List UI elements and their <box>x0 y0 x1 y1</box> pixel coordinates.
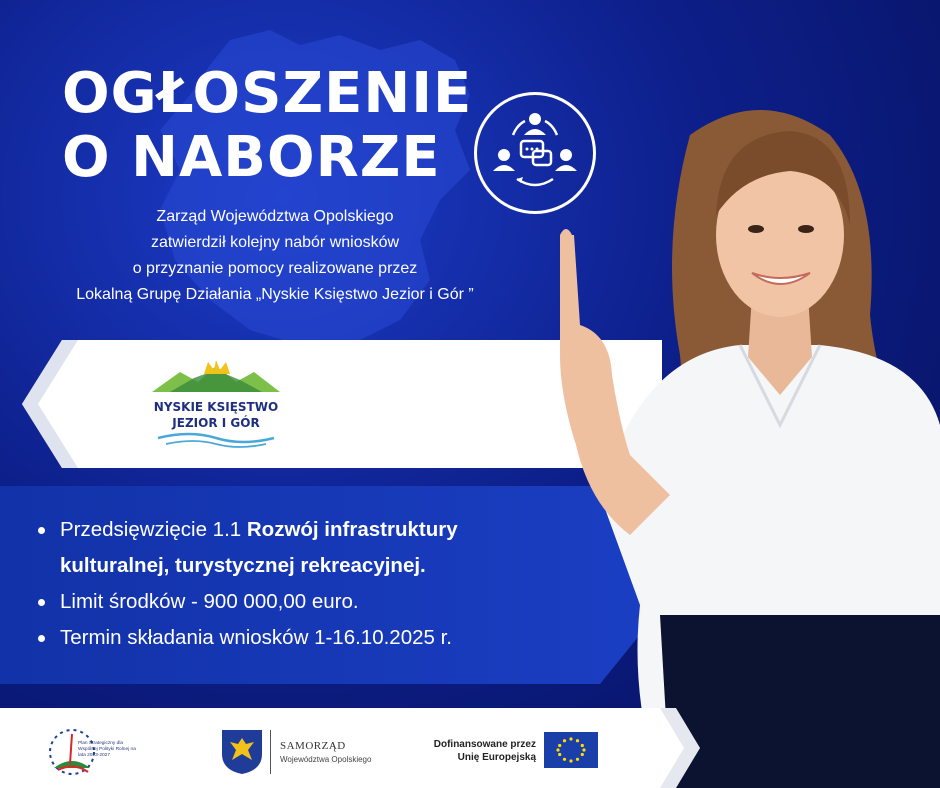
divider <box>270 730 271 774</box>
page-title <box>62 62 472 190</box>
title-line-1: OGŁOSZENIE <box>62 61 473 126</box>
lgd-logo <box>150 358 282 450</box>
details-list <box>32 512 552 656</box>
measure-prefix: Przedsięwzięcie 1.1 <box>60 518 247 541</box>
psp-text: Plan Strategiczny dla Wspólnej Polityki Rolnej na lata 2023-2027 <box>78 741 136 758</box>
lgd-name-line-2: JEZIOR I GÓR <box>172 416 260 430</box>
list-item <box>32 512 552 584</box>
intro-line-1: Zarząd Województwa Opolskiego <box>156 208 394 225</box>
eu-cofinancing-text <box>420 738 536 764</box>
samorzad-label: SAMORZĄD <box>280 740 346 752</box>
lgd-name-line-1: NYSKIE KSIĘSTWO <box>153 400 279 414</box>
opolskie-coat-of-arms <box>220 728 264 776</box>
eu-line-1: Dofinansowane przez <box>433 739 536 750</box>
funding-limit: Limit środków - 900 000,00 euro. <box>60 590 359 613</box>
presenter-photo <box>520 95 940 788</box>
samorzad-sub-label: Województwa Opolskiego <box>280 755 372 764</box>
title-line-2: O NABORZE <box>62 125 441 190</box>
intro-line-2: zatwierdził kolejny nabór wniosków <box>150 234 400 251</box>
intro-line-4: Lokalną Grupę Działania „Nyskie Księstwo Jezior i Gór ” <box>76 286 474 303</box>
eu-line-2: Unię Europejską <box>457 752 536 763</box>
eu-flag <box>544 732 598 768</box>
list-item <box>32 584 552 620</box>
application-deadline: Termin składania wniosków 1-16.10.2025 r. <box>60 626 452 649</box>
measure-title: Rozwój infrastruktury <box>246 518 458 541</box>
intro-line-3: o przyznanie pomocy realizowane przez <box>132 260 418 277</box>
list-item <box>32 620 552 656</box>
intro-text <box>20 204 530 308</box>
measure-title-cont: kulturalnej, turystycznej rekreacyjnej. <box>60 554 426 577</box>
